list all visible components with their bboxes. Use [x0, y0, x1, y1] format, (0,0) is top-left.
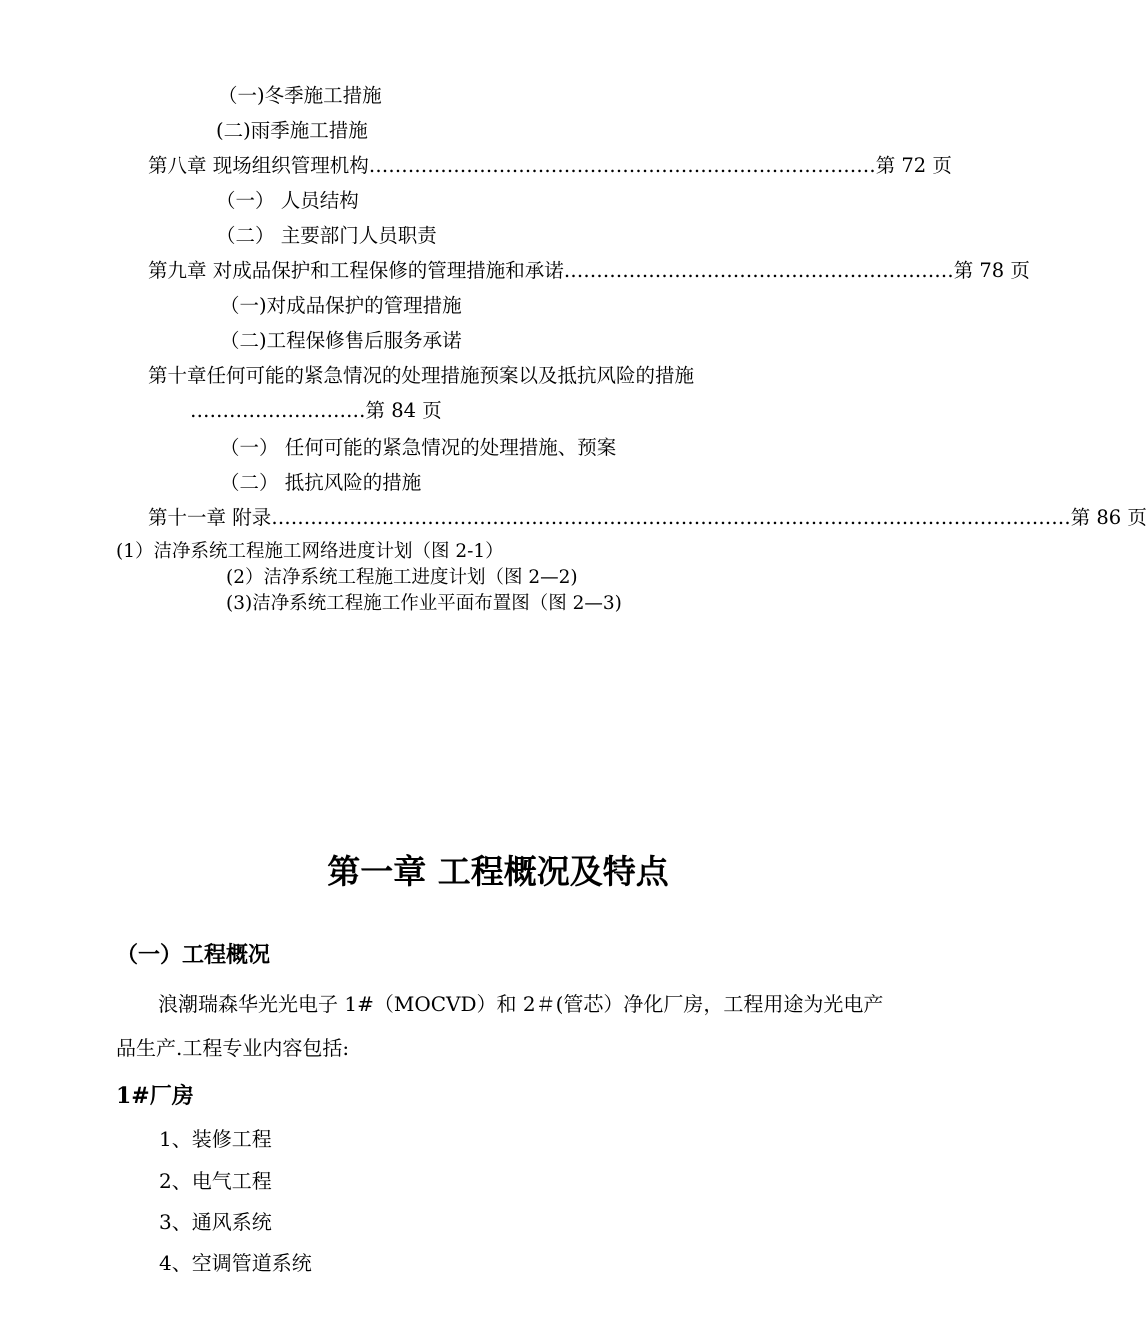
toc-chapter-title: 第八章 现场组织管理机构: [148, 154, 369, 177]
overview-text: 浪潮瑞森华光光电子 1#（MOCVD）和 2＃(管芯）净化厂房，工程用途为光电产品生产.工程专业内容包括:: [116, 992, 884, 1060]
chapter-title: 第一章 工程概况及特点: [327, 852, 669, 891]
toc-chapter-title: 第九章 对成品保护和工程保修的管理措施和承诺: [148, 259, 564, 282]
toc-figure-2: (2）洁净系统工程施工进度计划（图 2—2): [226, 567, 578, 588]
toc-figure-1: (1）洁净系统工程施工网络进度计划（图 2-1）: [116, 541, 504, 562]
toc-entry-warranty: （二)工程保修售后服务承诺: [220, 329, 462, 352]
toc-entry-staff-structure: （一） 人员结构: [216, 189, 359, 212]
toc-chapter-9[interactable]: [148, 259, 1030, 283]
list-item: 2、电气工程: [159, 1169, 272, 1193]
toc-figure-3: (3)洁净系统工程施工作业平面布置图（图 2—3): [226, 593, 622, 614]
overview-paragraph: [116, 982, 886, 1070]
toc-entry-risk-measures: （二） 抵抗风险的措施: [220, 471, 422, 494]
toc-entry-emergency-measures: （一） 任何可能的紧急情况的处理措施、预案: [220, 436, 617, 459]
list-item: 4、空调管道系统: [159, 1251, 312, 1275]
toc-chapter-8[interactable]: [148, 154, 952, 178]
toc-chapter-10-page: ………………………第 84 页: [190, 399, 442, 422]
toc-leader-dots: ……………………………………………………………………: [368, 154, 876, 177]
list-item: 1、装修工程: [159, 1127, 272, 1151]
toc-leader-dots: ……………………………………………………………………………………………………………: [271, 506, 1071, 529]
toc-page-number: 第 86 页: [1070, 506, 1147, 529]
toc-leader-dots: ……………………………………………………: [563, 259, 954, 282]
section-title: （一）工程概况: [116, 943, 271, 968]
toc-entry-product-protection: （一)对成品保护的管理措施: [220, 294, 462, 317]
toc-entry-winter: （一)冬季施工措施: [218, 84, 382, 107]
toc-chapter-title: 第十一章 附录: [148, 506, 272, 529]
toc-page-number: 第 72 页: [875, 154, 952, 177]
toc-page-number: 第 78 页: [953, 259, 1030, 282]
factory-1-title: 1#厂房: [116, 1083, 194, 1109]
list-item: 3、通风系统: [159, 1210, 272, 1234]
toc-entry-rain: (二)雨季施工措施: [216, 119, 368, 142]
toc-chapter-10[interactable]: 第十章任何可能的紧急情况的处理措施预案以及抵抗风险的措施: [148, 364, 695, 387]
toc-chapter-11[interactable]: [148, 506, 1147, 530]
toc-entry-department-duties: （二） 主要部门人员职责: [216, 224, 437, 247]
